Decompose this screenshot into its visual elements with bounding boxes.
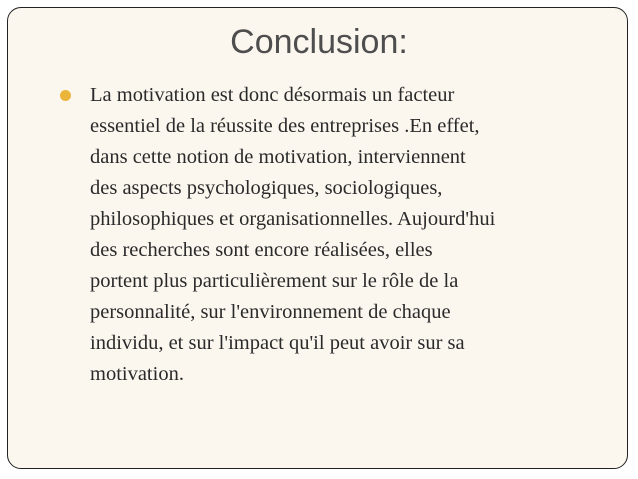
bullet-text-line: des aspects psychologiques, sociologiques, [90,177,443,199]
slide-title: Conclusion: [230,23,408,61]
bullet-text-line: portent plus particulièrement sur le rôle de la [90,270,459,292]
bullet-text-line: La motivation est donc désormais un facteur [90,84,455,106]
bullet-text-line: individu, et sur l'impact qu'il peut avoir sur sa [90,332,465,354]
bullet-text-line: essentiel de la réussite des entreprises .En effet, [90,115,480,137]
bullet-text-line: dans cette notion de motivation, interviennent [90,146,466,168]
bullet-text-line: des recherches sont encore réalisées, elles [90,239,433,261]
bullet-text-line: motivation. [90,363,184,385]
bullet-text [90,80,605,390]
bullet-text-line: philosophiques et organisationnelles. Aujourd'hui [90,208,496,230]
bullet-dot-icon [60,90,71,101]
bullet-text-line: personnalité, sur l'environnement de chaque [90,301,451,323]
